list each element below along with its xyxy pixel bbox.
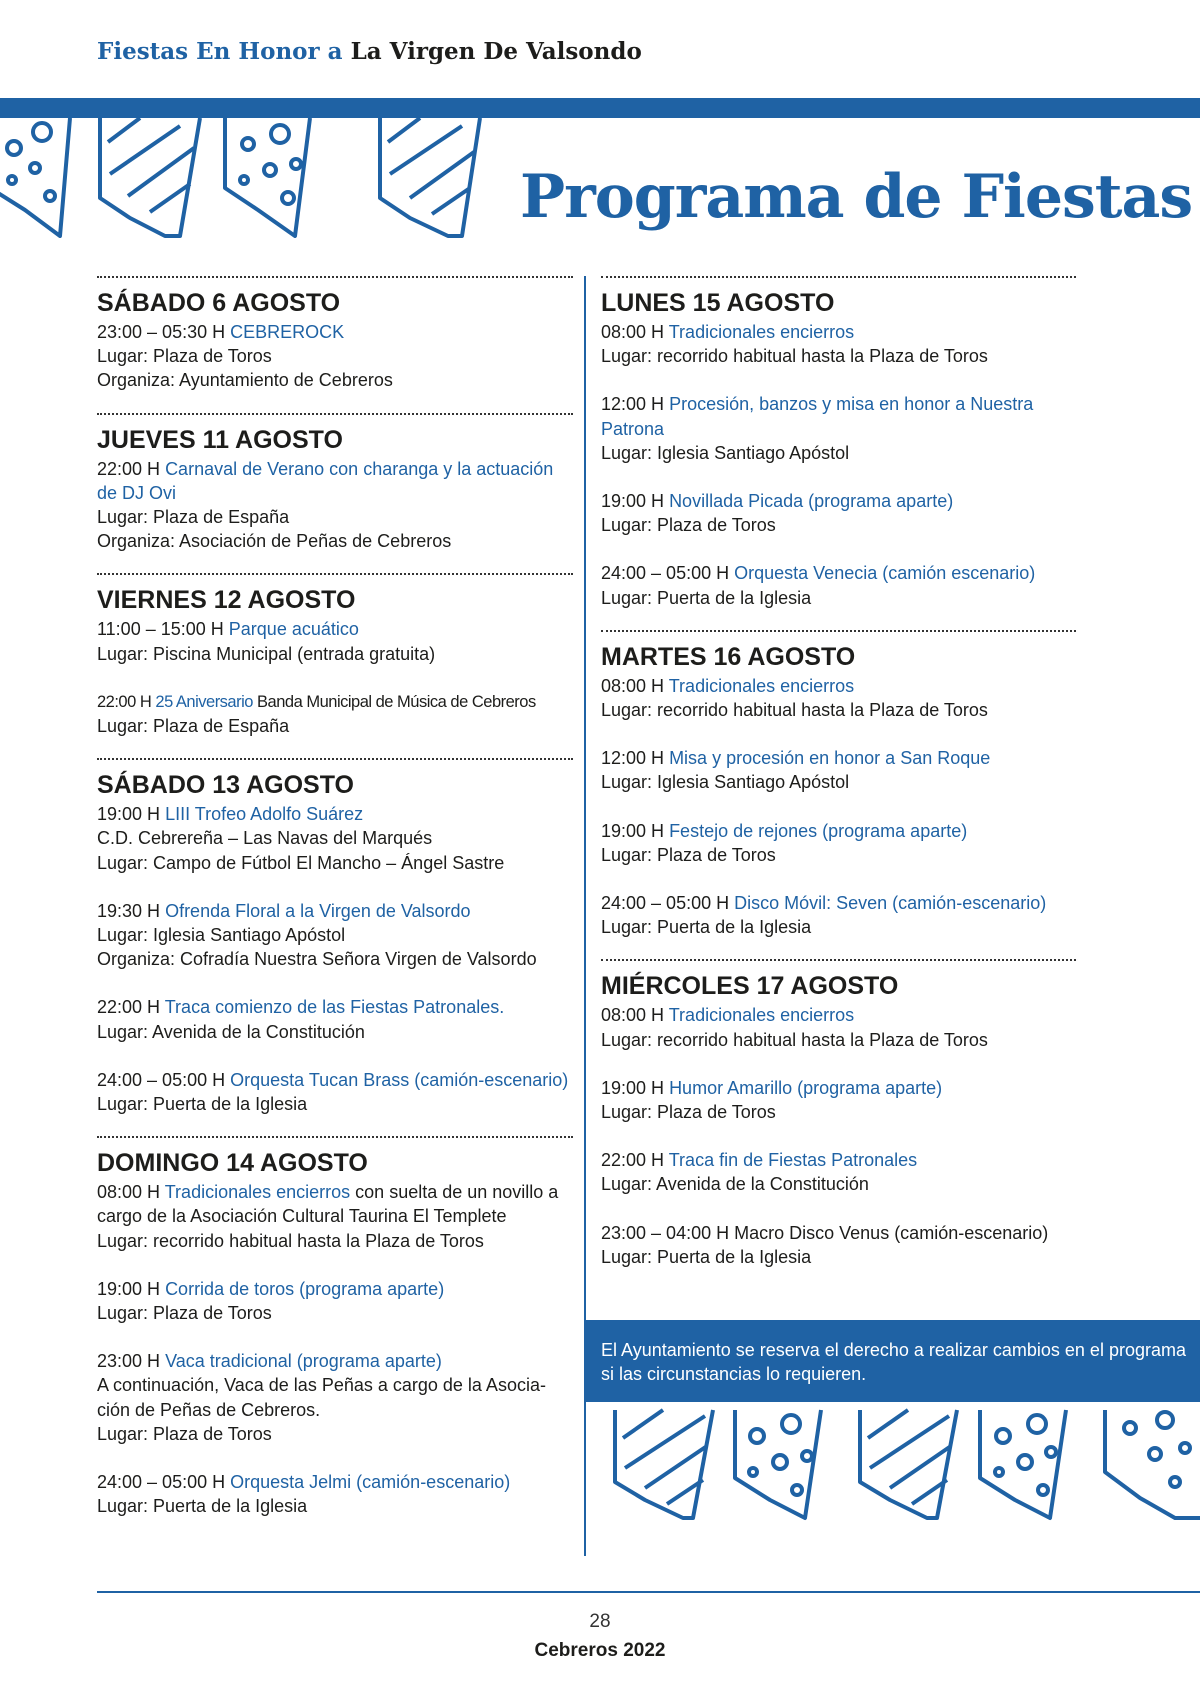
event-line: Lugar: Avenida de la Constitución	[97, 1021, 365, 1042]
event-name: Novillada Picada (programa aparte)	[669, 491, 954, 512]
event-name: LIII Trofeo Adolfo Suárez	[165, 804, 364, 825]
event-time: 24:00 – 05:00 H	[97, 1069, 226, 1090]
event	[97, 1277, 573, 1325]
event-name: Carnaval de Verano con charanga y la actuación de DJ Ovi	[97, 458, 554, 503]
left-column	[97, 276, 573, 1539]
event-time: 19:00 H	[97, 1278, 161, 1299]
notice-box: El Ayuntamiento se reserva el derecho a realizar cambios en el programa si las circunstancias lo requieren.	[585, 1320, 1200, 1402]
event-name: Tradicionales encierros	[668, 675, 855, 696]
footer-publication: Cebreros 2022	[534, 1640, 666, 1661]
event	[97, 320, 573, 393]
event-name: Ofrenda Floral a la Virgen de Valsordo	[165, 900, 471, 921]
event-name: Procesión, banzos y misa en honor a Nuestra Patrona	[601, 394, 1034, 439]
event-name: CEBREROCK	[230, 322, 345, 342]
event-line: Lugar: Iglesia Santiago Apóstol	[601, 772, 850, 793]
event-name: Parque acuático	[228, 619, 359, 640]
event-name: Orquesta Venecia (camión escenario)	[734, 563, 1036, 584]
event-time: 12:00 H	[601, 748, 665, 769]
day-block	[97, 413, 573, 554]
event-line: Lugar: Puerta de la Iglesia	[97, 1094, 308, 1115]
event	[601, 1076, 1076, 1124]
event	[97, 457, 573, 554]
event	[97, 1470, 573, 1518]
event-name: Tradicionales encierros	[668, 1005, 855, 1026]
event-line: Lugar: Piscina Municipal (entrada gratuita)	[97, 643, 436, 664]
event-time: 08:00 H	[97, 1182, 161, 1203]
footer-rule	[97, 1591, 1200, 1593]
event-line: Lugar: Puerta de la Iglesia	[601, 587, 812, 608]
event	[601, 1003, 1076, 1051]
day-block	[601, 630, 1076, 940]
day-heading: MARTES 16 AGOSTO	[601, 642, 856, 671]
event-line: Lugar: Plaza de Toros	[601, 844, 776, 865]
event-name: Orquesta Tucan Brass (camión-escenario)	[230, 1069, 569, 1090]
bunting-decoration-bottom	[585, 1402, 1200, 1522]
event-time: 19:00 H	[601, 820, 665, 841]
event-name: Humor Amarillo (programa aparte)	[669, 1077, 943, 1098]
event-time: 19:00 H	[601, 1077, 665, 1098]
event	[601, 819, 1076, 867]
event-time: 08:00 H	[601, 675, 665, 696]
event-line: Lugar: Plaza de España	[97, 716, 290, 737]
event-time: 23:00 – 04:00 H	[601, 1222, 730, 1243]
event-line: Lugar: Iglesia Santiago Apóstol	[97, 925, 346, 946]
event-line: Lugar: Plaza de Toros	[601, 515, 776, 536]
event	[601, 561, 1076, 609]
event	[601, 489, 1076, 537]
event-time: 19:30 H	[97, 900, 161, 921]
day-heading: SÁBADO 13 AGOSTO	[97, 771, 354, 800]
event	[601, 891, 1076, 939]
right-column	[601, 276, 1076, 1289]
bunting-decoration-top	[0, 118, 500, 238]
event-time: 23:00 H	[97, 1351, 161, 1372]
event-time: 22:00 H	[97, 692, 152, 711]
day-block	[97, 758, 573, 1116]
event-name: 25 Aniversario	[155, 692, 253, 711]
event-time: 22:00 H	[97, 458, 161, 479]
event-line: Lugar: recorrido habitual hasta la Plaza de Toros	[601, 700, 988, 721]
page-title: Programa de Fiestas	[520, 162, 1193, 232]
day-block	[601, 276, 1076, 610]
event-time: 23:00 – 05:30 H	[97, 322, 226, 342]
event-line: C.D. Cebrereña – Las Navas del Marqués	[97, 828, 433, 849]
event-line: Lugar: Plaza de España	[97, 507, 290, 528]
event-time: 24:00 – 05:00 H	[97, 1472, 226, 1493]
day-block	[97, 276, 573, 393]
event-time: 12:00 H	[601, 394, 665, 415]
event-time: 24:00 – 05:00 H	[601, 563, 730, 584]
day-block	[97, 1136, 573, 1518]
event	[97, 1180, 573, 1253]
event-time: 19:00 H	[601, 491, 665, 512]
event-line: Lugar: Campo de Fútbol El Mancho – Ángel Sastre	[97, 852, 505, 873]
event-line: Organiza: Cofradía Nuestra Señora Virgen de Valsordo	[97, 949, 537, 970]
page-number: 28	[589, 1611, 611, 1632]
day-heading: DOMINGO 14 AGOSTO	[97, 1149, 368, 1178]
event-line: Lugar: Plaza de Toros	[97, 1303, 272, 1324]
event-line: Organiza: Ayuntamiento de Cebreros	[97, 370, 393, 391]
event-time: 22:00 H	[601, 1150, 665, 1171]
event	[97, 1349, 573, 1446]
event-line: Organiza: Asociación de Peñas de Cebreros	[97, 531, 452, 552]
event	[97, 690, 573, 738]
event-name: Festejo de rejones (programa aparte)	[669, 820, 968, 841]
event-line: Lugar: Avenida de la Constitución	[601, 1174, 869, 1195]
event-name: Orquesta Jelmi (camión-escenario)	[230, 1472, 511, 1493]
event	[601, 674, 1076, 722]
event-line: Lugar: Puerta de la Iglesia	[601, 917, 812, 938]
event-suffix: Banda Municipal de Música de Cebreros	[257, 692, 536, 711]
event-line: Lugar: Plaza de Toros	[601, 1102, 776, 1123]
event-suffix: con suelta de un novillo a cargo de la Asociación Cultural Taurina El Templete	[97, 1182, 559, 1227]
event-time: 11:00 – 15:00 H	[97, 619, 224, 640]
event-name: Vaca tradicional (programa aparte)	[165, 1351, 442, 1372]
day-heading: LUNES 15 AGOSTO	[601, 289, 835, 317]
event-name: Misa y procesión en honor a San Roque	[669, 748, 991, 769]
event-name: Corrida de toros (programa aparte)	[165, 1278, 445, 1299]
header-name: La Virgen De Valsondo	[350, 38, 642, 65]
event-time: 19:00 H	[97, 804, 161, 825]
event-line: Lugar: recorrido habitual hasta la Plaza de Toros	[601, 346, 988, 367]
header-prefix: Fiestas En Honor a	[97, 38, 343, 65]
event	[601, 746, 1076, 794]
day-heading: MIÉRCOLES 17 AGOSTO	[601, 972, 899, 1001]
event-name: Tradicionales encierros	[668, 322, 855, 342]
event-line: Lugar: recorrido habitual hasta la Plaza de Toros	[97, 1230, 484, 1251]
event	[601, 1148, 1076, 1196]
event-name: Traca fin de Fiestas Patronales	[668, 1150, 918, 1171]
event	[97, 899, 573, 972]
day-block	[601, 959, 1076, 1269]
event-time: 22:00 H	[97, 997, 161, 1018]
event-line: Lugar: Puerta de la Iglesia	[97, 1496, 308, 1517]
top-accent-bar	[0, 98, 1200, 118]
event-line: Lugar: Puerta de la Iglesia	[601, 1246, 812, 1267]
event	[97, 802, 573, 875]
event-name: Disco Móvil: Seven (camión-escenario)	[734, 893, 1047, 914]
running-header	[97, 38, 642, 65]
event	[97, 1068, 573, 1116]
event-line: Lugar: Plaza de Toros	[97, 1423, 272, 1444]
event	[601, 1221, 1076, 1269]
event	[601, 392, 1076, 465]
event-line: Lugar: Plaza de Toros	[97, 346, 272, 367]
event-name: Tradicionales encierros	[164, 1182, 351, 1203]
event-time: 08:00 H	[601, 322, 665, 342]
event-name: Traca comienzo de las Fiestas Patronales.	[164, 997, 505, 1018]
event-time: 24:00 – 05:00 H	[601, 893, 730, 914]
day-block	[97, 573, 573, 738]
event	[97, 617, 573, 665]
event-name: Macro Disco Venus (camión-escenario)	[734, 1222, 1049, 1243]
event-time: 08:00 H	[601, 1005, 665, 1026]
event-line: ción de Peñas de Cebreros.	[97, 1399, 321, 1420]
event	[601, 320, 1076, 368]
event-line: A continuación, Vaca de las Peñas a cargo de la Asocia-	[97, 1375, 546, 1396]
day-heading: SÁBADO 6 AGOSTO	[97, 289, 341, 317]
event-line: Lugar: Iglesia Santiago Apóstol	[601, 442, 850, 463]
day-heading: JUEVES 11 AGOSTO	[97, 425, 343, 454]
event	[97, 995, 573, 1043]
day-heading: VIERNES 12 AGOSTO	[97, 586, 356, 615]
event-line: Lugar: recorrido habitual hasta la Plaza de Toros	[601, 1029, 988, 1050]
